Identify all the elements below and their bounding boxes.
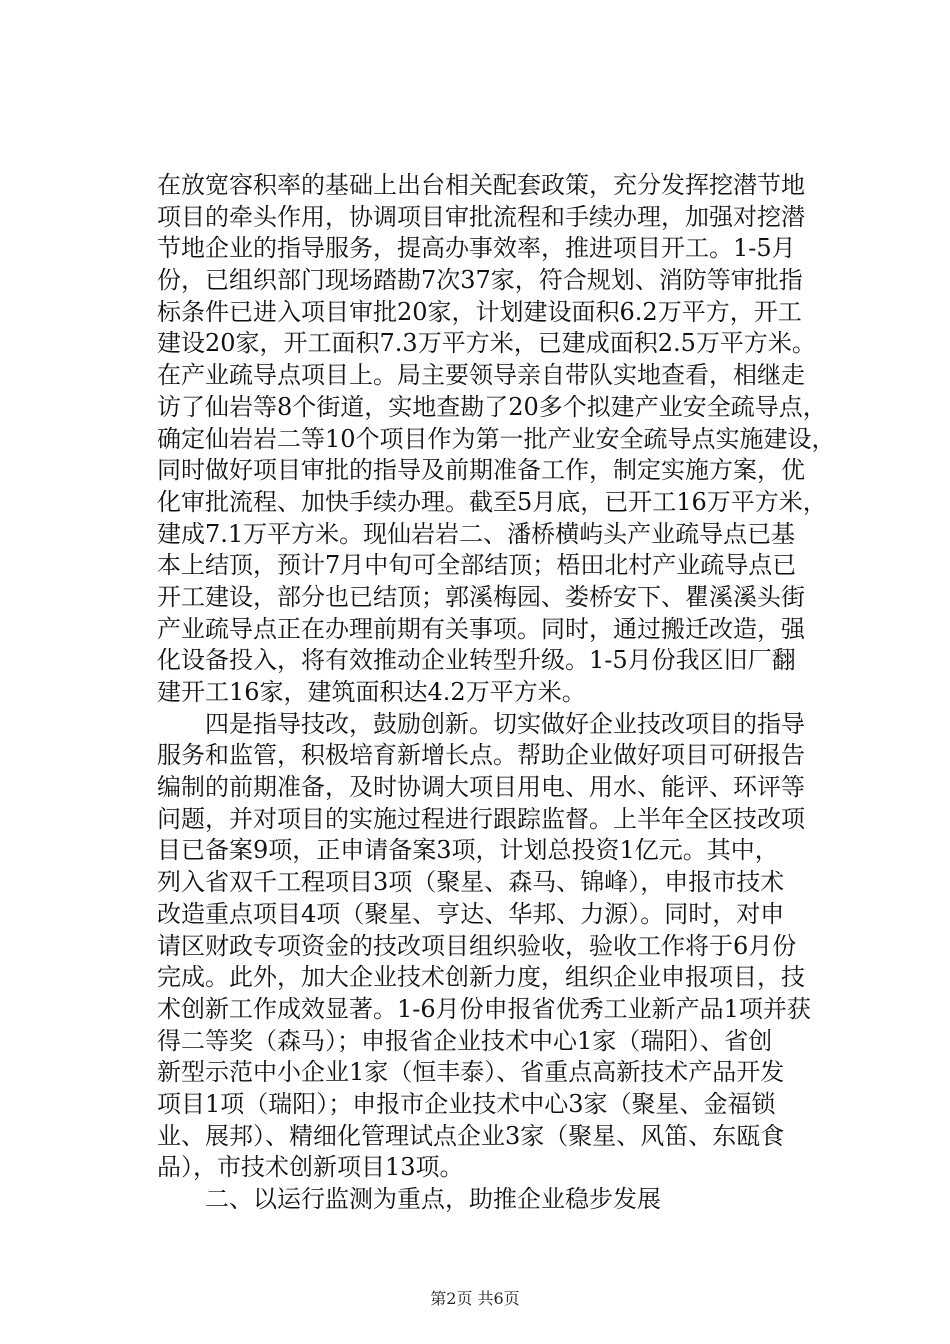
text-line: 业、展邦）、精细化管理试点企业3家（聚星、风笛、东瓯食 (157, 1121, 785, 1150)
text-line: 品），市技术创新项目13项。 (157, 1153, 464, 1182)
text-line: 化设备投入，将有效推动企业转型升级。1-5月份我区旧厂翻 (157, 646, 796, 675)
text-line: 访了仙岩等8个街道，实地查勘了20多个拟建产业安全疏导点， (157, 392, 827, 421)
text-line: 在放宽容积率的基础上出台相关配套政策，充分发挥挖潜节地 (157, 171, 805, 199)
text-line: 改造重点项目4项（聚星、亨达、华邦、力源）。同时，对申 (157, 899, 785, 928)
text-line: 目已备案9项，正申请备案3项，计划总投资1亿元。其中， (157, 836, 779, 865)
text-line: 编制的前期准备，及时协调大项目用电、用水、能评、环评等 (157, 773, 805, 802)
document-body (157, 170, 857, 1216)
text-line: 得二等奖（森马）；申报省企业技术中心1家（瑞阳）、省创 (157, 1026, 773, 1055)
text-line: 在产业疏导点项目上。局主要领导亲自带队实地查看，相继走 (157, 361, 805, 390)
text-line: 建开工16家，建筑面积达4.2万平方米。 (157, 678, 586, 706)
page-number-footer: 第2页 共6页 (430, 1289, 520, 1308)
text-line: 建成7.1万平方米。现仙岩岩二、潘桥横屿头产业疏导点已基 (157, 519, 796, 548)
text-line: 产业疏导点正在办理前期有关事项。同时，通过搬迁改造，强 (157, 614, 805, 643)
text-line: 建设20家，开工面积7.3万平方米，已建成面积2.5万平方米。 (157, 329, 816, 358)
text-line: 问题，并对项目的实施过程进行跟踪监督。上半年全区技改项 (157, 804, 805, 833)
text-line: 术创新工作成效显著。1-6月份申报省优秀工业新产品1项并获 (157, 994, 811, 1023)
text-line: 确定仙岩岩二等10个项目作为第一批产业安全疏导点实施建设， (157, 424, 836, 453)
text-line: 标条件已进入项目审批20家，计划建设面积6.2万平方，开工 (157, 297, 802, 326)
text-line: 节地企业的指导服务，提高办事效率，推进项目开工。1-5月 (157, 234, 796, 263)
text-line: 开工建设，部分也已结顶；郭溪梅园、娄桥安下、瞿溪溪头街 (157, 582, 805, 611)
text-line: 服务和监管，积极培育新增长点。帮助企业做好项目可研报告 (157, 741, 805, 770)
text-line: 新型示范中小企业1家（恒丰泰）、省重点高新技术产品开发 (157, 1058, 785, 1087)
text-line: 项目1项（瑞阳）；申报市企业技术中心3家（聚星、金福锁 (157, 1089, 776, 1118)
text-line: 项目的牵头作用，协调项目审批流程和手续办理，加强对挖潜 (157, 202, 805, 231)
text-line: 本上结顶，预计7月中旬可全部结顶；梧田北村产业疏导点已 (157, 551, 797, 580)
section-heading-line: 二、以运行监测为重点，助推企业稳步发展 (157, 1185, 661, 1213)
text-line: 化审批流程、加快手续办理。截至5月底，已开工16万平方米， (157, 487, 827, 516)
text-line: 份，已组织部门现场踏勘7次37家，符合规划、消防等审批指 (157, 266, 803, 295)
text-line: 列入省双千工程项目3项（聚星、森马、锦峰），申报市技术 (157, 868, 785, 897)
text-line: 完成。此外，加大企业技术创新力度，组织企业申报项目，技 (157, 963, 805, 992)
paragraph-heading-line: 四是指导技改，鼓励创新。切实做好企业技改项目的指导 (157, 709, 805, 738)
text-line: 请区财政专项资金的技改项目组织验收，验收工作将于6月份 (157, 931, 797, 960)
text-line: 同时做好项目审批的指导及前期准备工作，制定实施方案，优 (157, 456, 805, 485)
